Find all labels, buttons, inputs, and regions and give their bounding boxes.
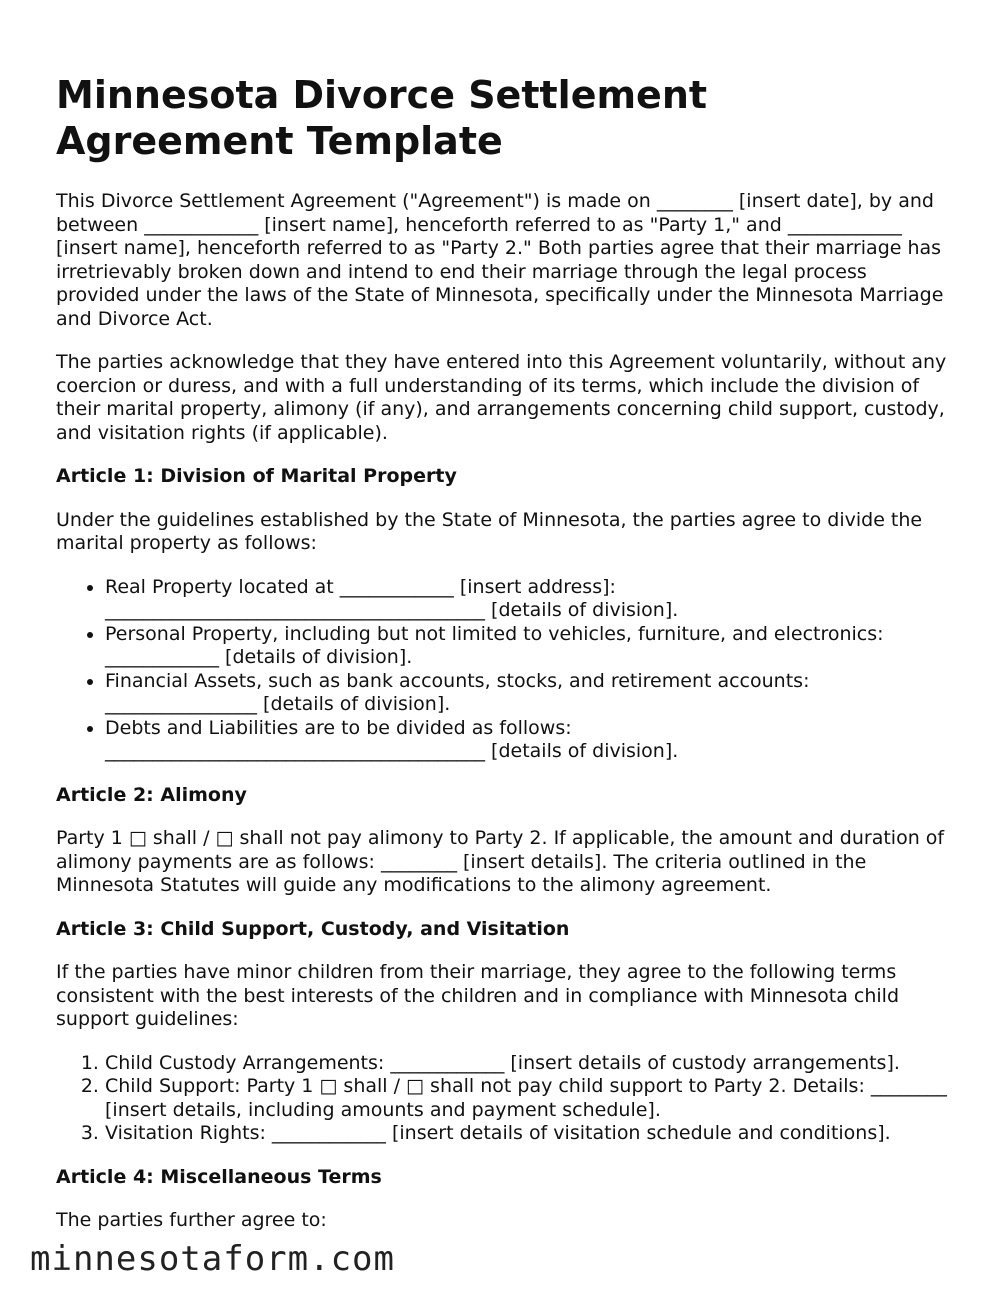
article-3-heading: Article 3: Child Support, Custody, and Visitation (56, 917, 570, 940)
site-watermark: minnesotaform.com (30, 1239, 395, 1279)
article-4-heading: Article 4: Miscellaneous Terms (56, 1165, 382, 1188)
list-item: • Personal Property, including but not limited to vehicles, furniture, and electronics: ____________ [details of division]. (105, 623, 956, 670)
document-page (56, 72, 956, 1253)
article-4-text: The parties further agree to: (56, 1209, 327, 1231)
page-title: Minnesota Divorce Settlement Agreement Template (56, 73, 708, 163)
list-item: • Debts and Liabilities are to be divided as follows: ________________________________________ [details of division]. (105, 717, 956, 764)
article-2-heading: Article 2: Alimony (56, 783, 247, 806)
article-3-list (56, 1052, 956, 1146)
list-item: • Real Property located at ____________ [insert address]: ________________________________________ [details of division]. (105, 576, 956, 623)
intro-paragraph-1: This Divorce Settlement Agreement ("Agreement") is made on ________ [insert date], by and between ____________ [insert name], henceforth referred to as "Party 1," and ____________ [insert name], henceforth referred to as "Party 2." Both parties agree that their marriage has irretrievably broken down and intend to end their marriage through the legal process provided under the laws of the State of Minnesota, specifically under the Minnesota Marriage and Divorce Act. (56, 190, 944, 330)
list-item: • Financial Assets, such as bank accounts, stocks, and retirement accounts: ________________ [details of division]. (105, 670, 956, 717)
article-2-text: Party 1 □ shall / □ shall not pay alimony to Party 2. If applicable, the amount and duration of alimony payments are as follows: ________ [insert details]. The criteria outlined in the Minnesota Statutes will guide any modifications to the alimony agreement. (56, 827, 945, 896)
article-1-text: Under the guidelines established by the State of Minnesota, the parties agree to divide the marital property as follows: (56, 508, 923, 554)
list-item: 3. Visitation Rights: ____________ [insert details of visitation schedule and conditions]. (105, 1122, 956, 1146)
intro-paragraph-2: The parties acknowledge that they have entered into this Agreement voluntarily, without any coercion or duress, and with a full understanding of its terms, which include the division of their marital property, alimony (if any), and arrangements concerning child support, custody, and visitation rights (if applicable). (56, 351, 947, 444)
list-item: 2. Child Support: Party 1 □ shall / □ shall not pay child support to Party 2. Details: ________ [insert details, including amounts and payment schedule]. (105, 1075, 956, 1122)
article-1-heading: Article 1: Division of Marital Property (56, 465, 457, 487)
list-item: 1. Child Custody Arrangements: ____________ [insert details of custody arrangements]. (105, 1052, 956, 1076)
article-3-text: If the parties have minor children from their marriage, they agree to the following terms consistent with the best interests of the children and in compliance with Minnesota child support guidelines: (56, 961, 900, 1030)
article-1-list (56, 576, 956, 764)
